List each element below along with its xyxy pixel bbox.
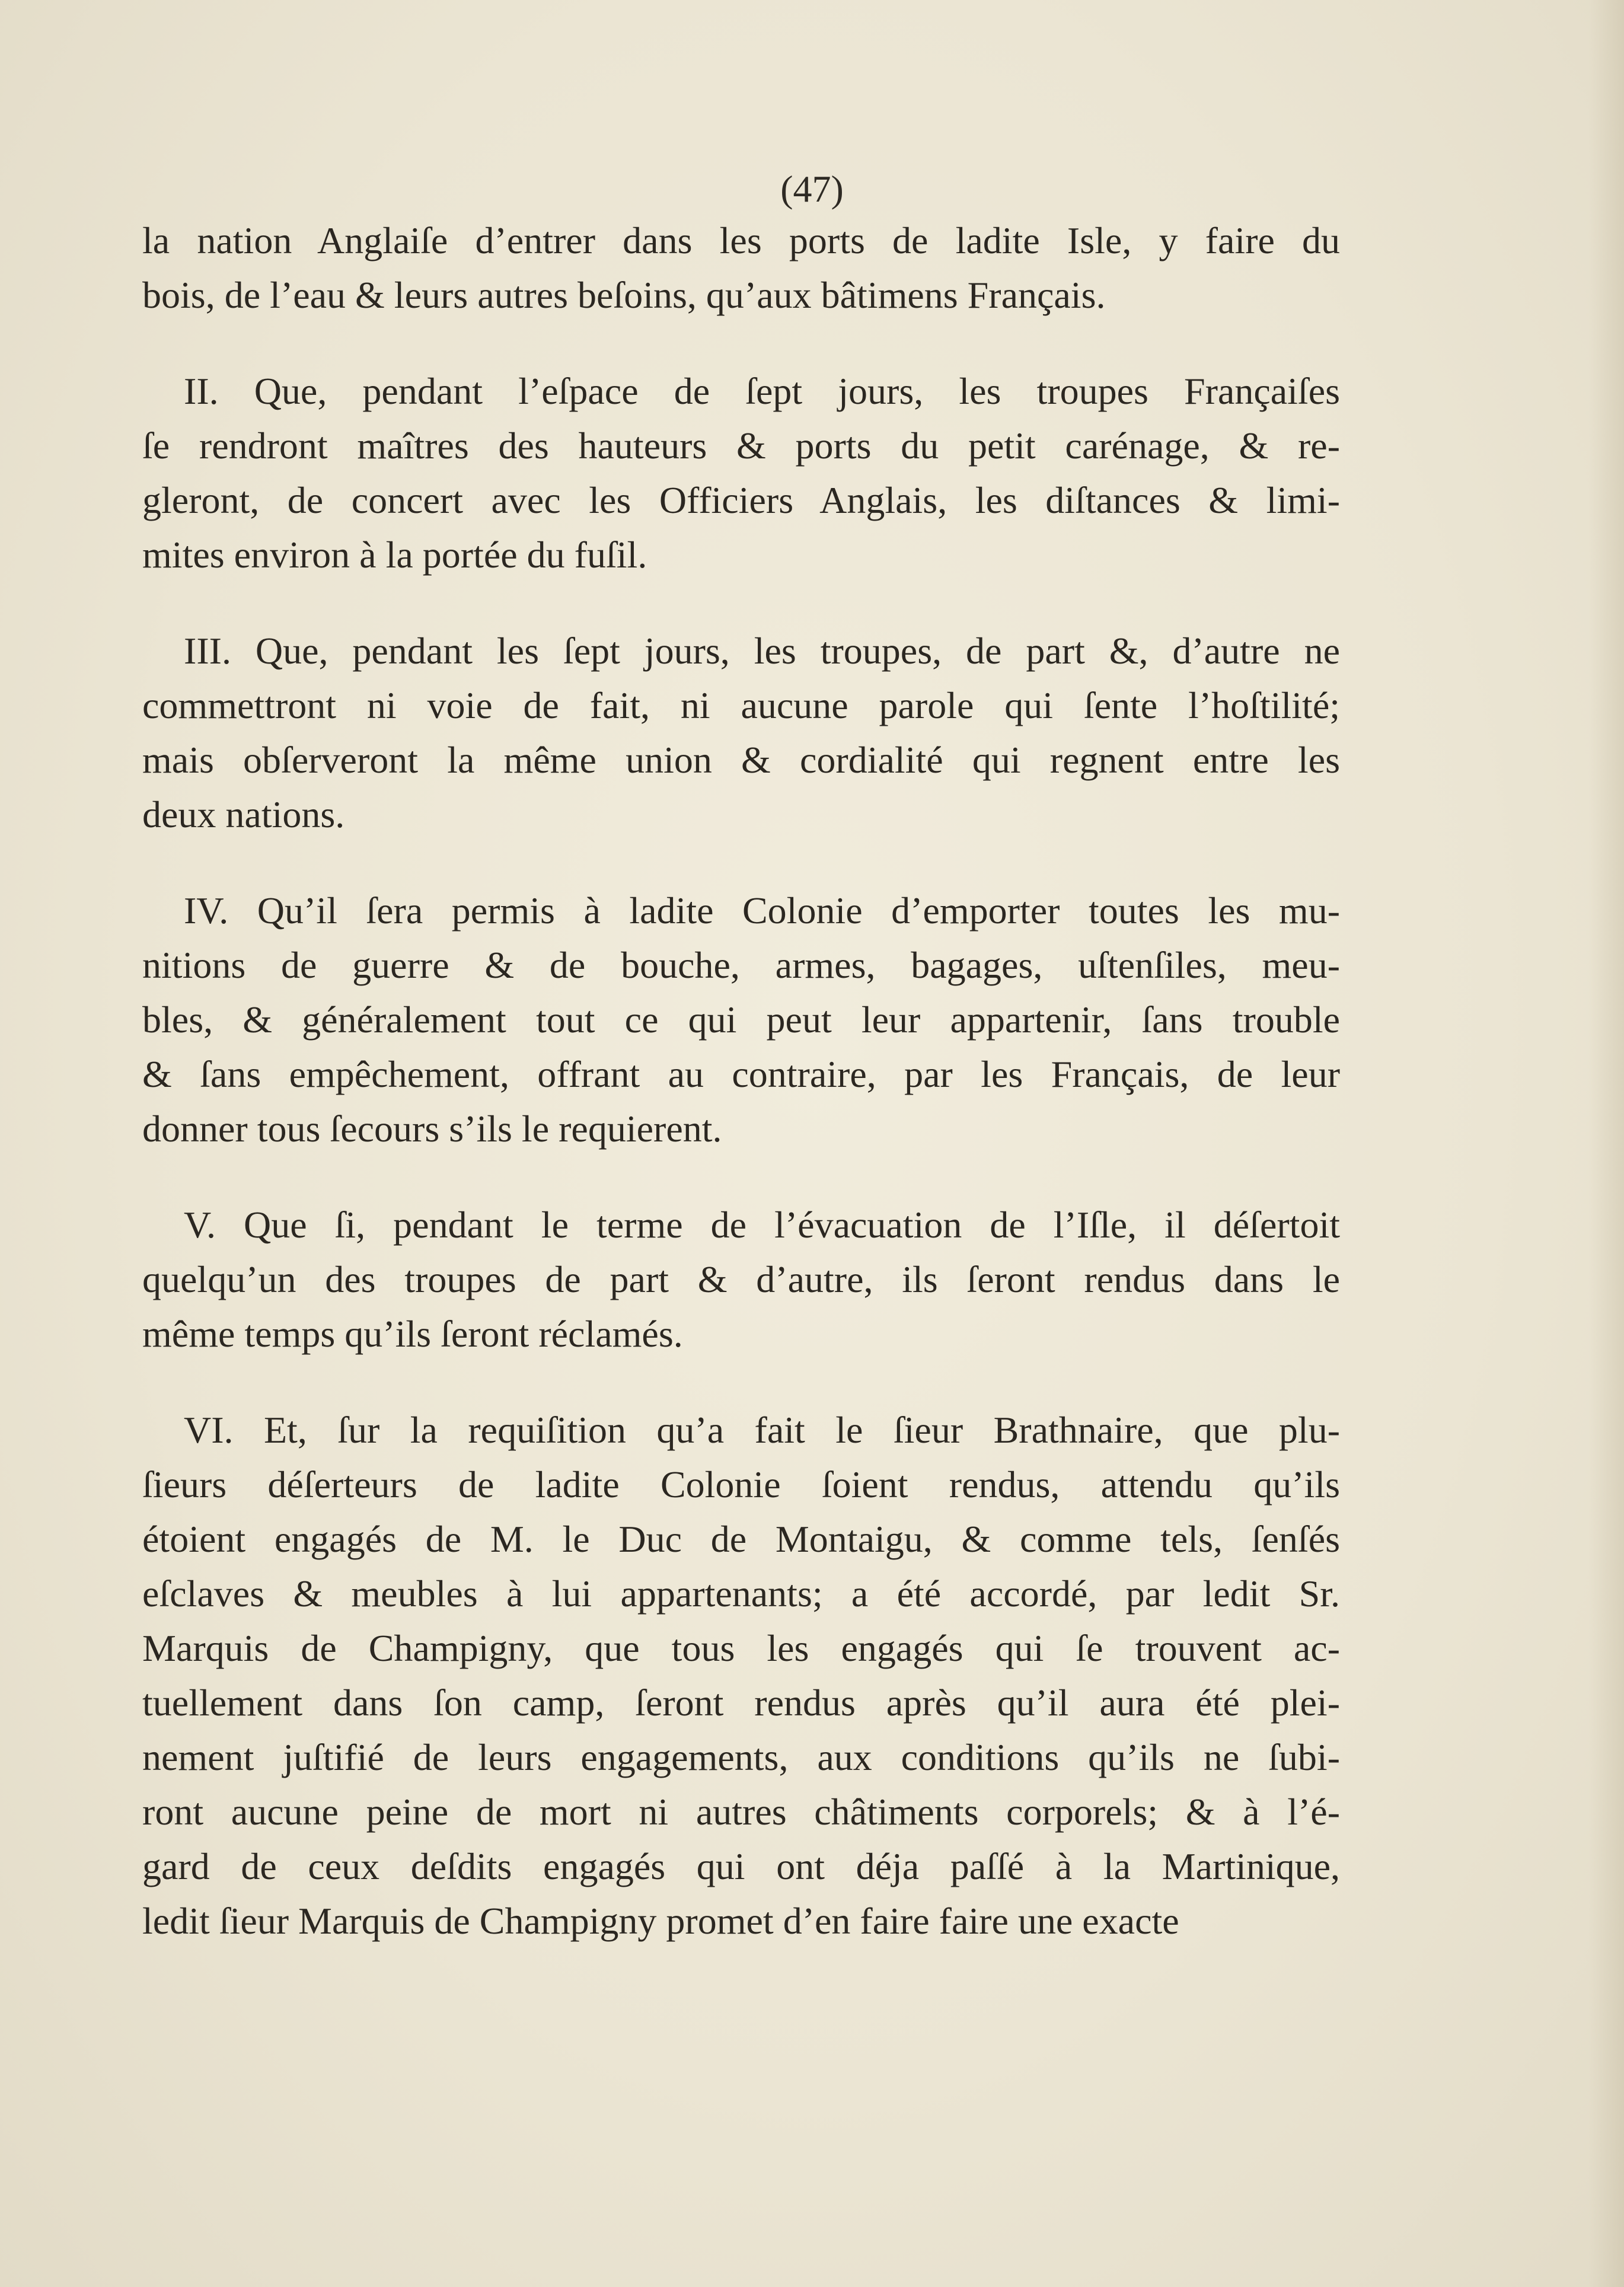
text-line: V. Que ſi, pendant le terme de l’évacuation de l’Iſle, il déſertoit — [184, 1204, 1340, 1246]
text-line: bois, de l’eau & leurs autres beſoins, qu’aux bâtimens Français. — [142, 274, 1106, 316]
text-line: étoient engagés de M. le Duc de Montaigu, & comme tels, ſenſés — [142, 1518, 1340, 1560]
text-line: eſclaves & meubles à lui appartenants; a été accordé, par ledit Sr. — [142, 1572, 1340, 1615]
page-edge-shadow — [1588, 0, 1624, 2287]
text-line: commettront ni voie de fait, ni aucune parole qui ſente l’hoſtilité; — [142, 684, 1340, 726]
text-line: II. Que, pendant l’eſpace de ſept jours, les troupes Françaiſes — [184, 370, 1340, 412]
text-line: la nation Anglaiſe d’entrer dans les ports de ladite Isle, y faire du — [142, 219, 1340, 261]
text-line: tuellement dans ſon camp, ſeront rendus après qu’il aura été plei- — [142, 1682, 1340, 1724]
paragraph-art-2 — [142, 364, 1340, 582]
text-line: bles, & généralement tout ce qui peut leur appartenir, ſans trouble — [142, 999, 1340, 1041]
text-line: mites environ à la portée du fuſil. — [142, 534, 647, 576]
text-line: gard de ceux deſdits engagés qui ont déja paſſé à la Martinique, — [142, 1845, 1340, 1887]
text-line: mais obſerveront la même union & cordialité qui regnent entre les — [142, 739, 1340, 781]
text-line: Marquis de Champigny, que tous les engagés qui ſe trouvent ac- — [142, 1627, 1340, 1669]
text-line: nitions de guerre & de bouche, armes, bagages, uſtenſiles, meu- — [142, 944, 1340, 986]
text-line: VI. Et, ſur la requiſition qu’a fait le ſieur Brathnaire, que plu- — [184, 1409, 1340, 1451]
text-line: ledit ſieur Marquis de Champigny promet d’en faire faire une exacte — [142, 1900, 1179, 1942]
body-text — [142, 213, 1340, 1990]
page-number: (47) — [780, 168, 844, 210]
text-line: III. Que, pendant les ſept jours, les troupes, de part &, d’autre ne — [184, 630, 1340, 672]
paragraph-art-4 — [142, 883, 1340, 1156]
text-line: gleront, de concert avec les Officiers Anglais, les diſtances & limi- — [142, 479, 1340, 521]
text-line: donner tous ſecours s’ils le requierent. — [142, 1108, 722, 1150]
text-line: IV. Qu’il ſera permis à ladite Colonie d’emporter toutes les mu- — [184, 889, 1340, 932]
text-line: nement juſtifié de leurs engagements, aux conditions qu’ils ne ſubi- — [142, 1736, 1340, 1778]
text-line: ſieurs déſerteurs de ladite Colonie ſoient rendus, attendu qu’ils — [142, 1463, 1340, 1505]
text-line: deux nations. — [142, 793, 345, 835]
paragraph-art-6 — [142, 1403, 1340, 1948]
text-line: ſe rendront maîtres des hauteurs & ports du petit carénage, & re- — [142, 425, 1340, 467]
text-line: même temps qu’ils ſeront réclamés. — [142, 1313, 683, 1355]
paragraph-intro — [142, 213, 1340, 323]
text-line: ront aucune peine de mort ni autres châtiments corporels; & à l’é- — [142, 1791, 1340, 1833]
paragraph-art-5 — [142, 1198, 1340, 1361]
paragraph-art-3 — [142, 624, 1340, 842]
text-line: quelqu’un des troupes de part & d’autre, ils ſeront rendus dans le — [142, 1258, 1340, 1300]
text-line: & ſans empêchement, offrant au contraire, par les Français, de leur — [142, 1053, 1340, 1095]
